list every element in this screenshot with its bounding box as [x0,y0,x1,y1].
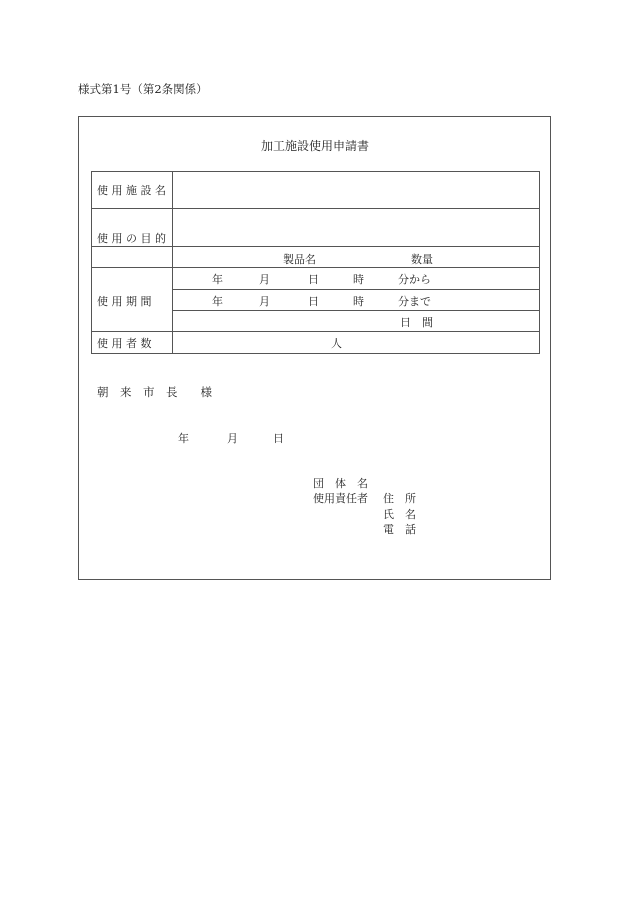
address-label: 住 所 [383,492,416,505]
date-day-unit: 日 [273,432,284,445]
name-label: 氏 名 [383,508,416,521]
facility-name-label: 使 用 施 設 名 [97,184,166,197]
phone-label: 電 話 [383,523,416,536]
users-count-label: 使 用 者 数 [97,337,152,350]
purpose-field[interactable] [174,210,538,245]
end-hour-unit: 時 [353,295,364,308]
end-day-unit: 日 [308,295,319,308]
form-title: 加工施設使用申請書 [260,139,369,153]
form-number-label: 様式第1号（第2条関係） [78,82,208,96]
end-month-unit: 月 [259,295,270,308]
group-name-label: 団 体 名 [313,477,368,490]
addressee: 朝 来 市 長 様 [97,385,212,399]
end-minute-unit: 分まで [398,295,431,308]
start-day-unit: 日 [308,273,319,286]
responsible-person-label: 使用責任者 [313,492,368,505]
start-minute-unit: 分から [398,273,431,286]
start-year-unit: 年 [212,273,223,286]
purpose-label: 使 用 の 目 的 [97,232,166,245]
quantity-header: 数量 [411,253,433,266]
period-label: 使 用 期 間 [97,295,152,308]
start-month-unit: 月 [259,273,270,286]
end-year-unit: 年 [212,295,223,308]
date-month-unit: 月 [227,432,238,445]
users-unit: 人 [331,337,342,350]
product-name-header: 製品名 [283,253,316,266]
days-unit: 日 間 [400,316,433,329]
facility-name-field[interactable] [174,173,538,207]
start-hour-unit: 時 [353,273,364,286]
date-year-unit: 年 [178,432,189,445]
